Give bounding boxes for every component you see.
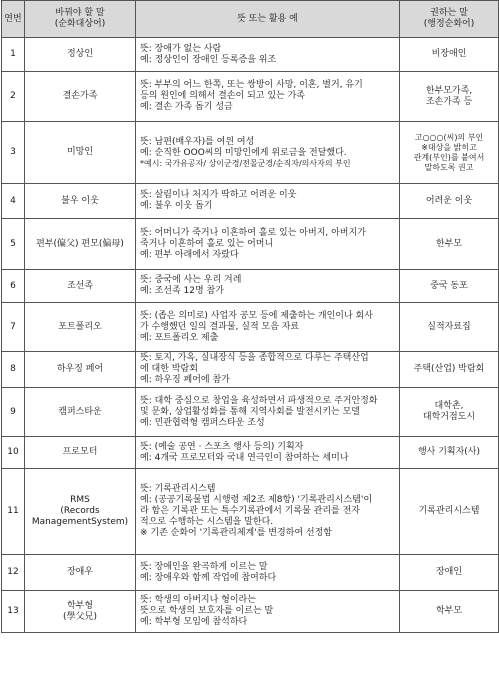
row-number: 13 [2,591,25,633]
meaning-cell [136,303,400,352]
target-word-line: 미망인 [66,147,94,157]
meaning-cell-line: 예: 포트폴리오 제출 [140,332,219,343]
row-number: 2 [2,72,25,122]
row-number: 8 [2,352,25,388]
row-number: 9 [2,388,25,437]
meaning-cell-line: 예: (공공기록물법 시행령 제2조 제8항) '기록관리시스템'이 [140,495,373,505]
recommended-word [400,388,499,437]
target-word-line: 포트폴리오 [58,321,102,332]
meaning-cell-line: 뜻: 장애인을 완곡하게 이르는 말 [140,561,268,572]
meaning-cell [136,388,400,437]
target-word-line: (Records [60,506,100,516]
recommended-word [400,555,499,591]
recommended-word-line: 조손가족 등 [425,96,473,107]
target-word [25,270,136,303]
table-row [2,437,499,469]
target-word [25,184,136,219]
meaning-cell-line: ※ 기존 순화어 '기록관리체계'를 변경하여 선정함 [140,528,332,538]
row-number: 5 [2,219,25,270]
recommended-word-line: 대학촌, [434,401,464,411]
table-row [2,270,499,303]
meaning-cell [136,38,400,72]
recommended-word [400,352,499,388]
recommended-word [400,184,499,219]
header-rec-line2: (행정순화어) [423,19,475,29]
recommended-word-line: 대학거점도시 [422,412,476,422]
meaning-cell-line: 죽거나 이혼하여 홀로 있는 어머니 [140,238,274,249]
meaning-cell [136,122,400,184]
target-word [25,555,136,591]
target-word-line: 하우징 페어 [56,364,104,374]
meaning-cell-line: 뜻: 장애가 없는 사람 [140,43,222,54]
recommended-word-line: 말하도록 권고 [424,162,474,172]
meaning-cell-line: 뜻: 중국에 사는 우리 겨레 [140,275,242,285]
meaning-cell-line: *예시: 국가유공자/ 상이군경/전몰군경/순직자/의사자의 부인 [140,158,351,168]
recommended-word [400,270,499,303]
table-row [2,72,499,122]
target-word-line: RMS [70,495,90,505]
recommended-word-line: ※대상을 밝히고 [421,142,477,152]
recommended-word-line: 한부모가족, [425,85,473,96]
purification-table [1,0,499,633]
meaning-cell [136,352,400,388]
target-word [25,437,136,469]
meaning-cell-line: 뜻: (예술 공연 · 스포츠 행사 등의) 기획자 [140,441,304,452]
recommended-word-line: 어려운 이웃 [425,195,473,206]
row-number: 6 [2,270,25,303]
target-word [25,591,136,633]
recommended-word [400,303,499,352]
table-row [2,555,499,591]
recommended-word-line: 기록관리시스템 [418,506,480,516]
header-rec-line1: 권하는 말 [430,8,468,18]
target-word-line: (學父兄) [62,611,98,622]
meaning-cell-line: 뜻: 남편(배우자)를 여읜 여성 [140,136,255,147]
target-word-line: 장애우 [66,567,94,577]
row-number: 3 [2,122,25,184]
meaning-cell-line: 예: 하우징 페어에 참가 [140,375,230,385]
meaning-cell-line: 예: 4개국 프로모터와 국내 연극인이 참여하는 세미나 [140,452,349,463]
table-header-row [2,1,499,38]
recommended-word-line: 관계(부인)를 붙여서 [413,152,485,162]
table-row [2,38,499,72]
header-word [25,1,136,38]
meaning-cell-line: 등의 원인에 의해서 결손이 되고 있는 가족 [140,91,305,101]
header-meaning: 뜻 또는 활용 예 [136,1,400,38]
table-row [2,184,499,219]
row-number: 11 [2,469,25,555]
recommended-word-line: 주택(산업) 박람회 [413,364,485,374]
table-row [2,303,499,352]
table-row [2,219,499,270]
meaning-cell-line: 예: 정상인이 장애인 등록증을 위조 [140,54,277,65]
recommended-word [400,38,499,72]
meaning-cell-line: 및 문화, 상업활성화를 통해 지역사회를 발전시키는 모델 [140,406,360,417]
row-number: 1 [2,38,25,72]
target-word [25,122,136,184]
meaning-cell-line: 예: 결손 가족 돕기 성금 [140,102,233,112]
meaning-cell [136,469,400,555]
recommended-word-line: 행사 기획자(사) [417,447,481,457]
table-row [2,388,499,437]
meaning-cell-line: 예: 불우 이웃 돕기 [140,201,213,211]
meaning-cell-line: 뜻으로 학생의 보호자를 이르는 말 [140,606,274,616]
table-row [2,352,499,388]
meaning-cell-line: 뜻: 토지, 가옥, 실내장식 등을 종합적으로 다루는 주택산업 [140,353,369,363]
recommended-word-line: 실적자료집 [427,321,471,332]
meaning-cell-line: 뜻: 기록관리시스템 [140,484,216,494]
table-row [2,591,499,633]
meaning-cell-line: 예: 민관협력형 캠퍼스타운 조성 [140,417,265,428]
meaning-cell [136,437,400,469]
meaning-cell-line: 예: 장애우와 함께 작업에 참여하다 [140,572,277,583]
target-word [25,219,136,270]
recommended-word [400,219,499,270]
target-word-line: 결손가족 [62,91,98,101]
recommended-word [400,591,499,633]
recommended-word [400,122,499,184]
meaning-cell [136,184,400,219]
meaning-cell-line: 예: 편부 아래에서 자랐다 [140,249,239,260]
header-word-line2: (순화대상어) [54,19,106,29]
table-row [2,469,499,555]
meaning-cell-line: 뜻: 대학 중심으로 창업을 육성하면서 파생적으로 주거안정화 [140,395,378,406]
row-number: 12 [2,555,25,591]
meaning-cell-line: 라 함은 기록관 또는 특수기록관에서 기록물 관리를 전자 [140,506,360,516]
header-recommended [400,1,499,38]
header-word-line1: 바꿔야 할 말 [55,8,105,18]
meaning-cell [136,555,400,591]
meaning-cell-line: 가 수행했던 일의 결과물, 실적 모음 자료 [140,321,300,332]
target-word-line: 캠퍼스타운 [58,406,102,417]
table-row [2,122,499,184]
target-word-line: 학부형 [66,600,94,611]
target-word [25,303,136,352]
recommended-word [400,437,499,469]
meaning-cell-line: 뜻: 살림이나 처지가 딱하고 어려운 이웃 [140,190,297,200]
target-word [25,38,136,72]
recommended-word [400,72,499,122]
recommended-word-line: 한부모 [435,238,463,249]
row-number: 4 [2,184,25,219]
row-number: 7 [2,303,25,352]
meaning-cell-line: 뜻: 어머니가 죽거나 이혼하여 홀로 있는 아버지, 아버지가 [140,227,366,238]
target-word [25,72,136,122]
target-word-line: 편부(偏父) 편모(偏母) [36,238,124,249]
meaning-cell [136,270,400,303]
meaning-cell [136,591,400,633]
recommended-word-line: 고○○○(씨)의 부인 [414,132,484,142]
recommended-word-line: 비장애인 [431,49,467,59]
target-word [25,469,136,555]
row-number: 10 [2,437,25,469]
target-word [25,352,136,388]
target-word-line: ManagementSystem) [31,517,129,527]
target-word-line: 조선족 [66,280,94,291]
meaning-cell-line: 뜻: 부부의 어느 한쪽, 또는 쌍방이 사망, 이혼, 별거, 유기 [140,80,363,90]
meaning-cell-line: 예: 순직한 OOO씨의 미망인에게 위로금을 전달했다. [140,147,347,158]
target-word-line: 정상인 [66,49,94,59]
recommended-word-line: 중국 동포 [430,280,468,291]
meaning-cell-line: 에 대한 박람회 [140,364,198,374]
recommended-word-line: 학부모 [435,606,463,616]
target-word [25,388,136,437]
meaning-cell-line: 예: 조선족 12명 참가 [140,286,224,296]
meaning-cell [136,72,400,122]
meaning-cell-line: 예: 학부형 모임에 참석하다 [140,617,248,627]
meaning-cell-line: 뜻: (좁은 의미로) 사업자 공모 등에 제출하는 개인이나 회사 [140,310,373,321]
header-no: 연번 [2,1,25,38]
meaning-cell-line: 적으로 수행하는 시스템을 말한다. [140,517,274,527]
recommended-word-line: 장애인 [435,567,463,577]
target-word-line: 불우 이웃 [61,195,99,206]
recommended-word [400,469,499,555]
meaning-cell-line: 뜻: 학생의 아버지나 형이라는 [140,595,256,605]
target-word-line: 프로모터 [62,447,98,457]
meaning-cell [136,219,400,270]
